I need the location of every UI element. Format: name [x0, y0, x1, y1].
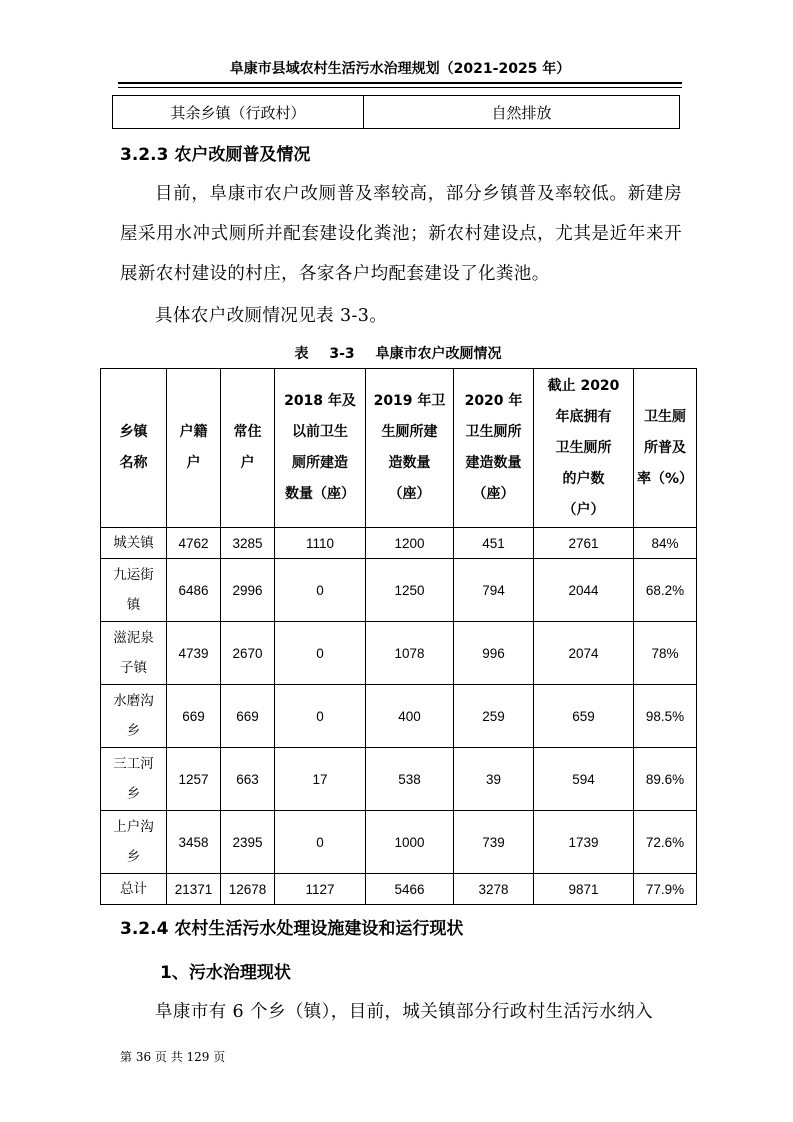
header-line: 卫生厕所: [465, 424, 522, 440]
table-cell: 451: [454, 528, 534, 559]
township-name-cell: [101, 559, 167, 622]
header-line: 乡镇: [119, 424, 148, 440]
header-line: 的户数: [562, 470, 605, 487]
section-heading-3-2-3: 3.2.3 农户改厕普及情况: [120, 145, 311, 165]
page-footer-number: 第 36 页 共 129 页: [120, 1050, 226, 1064]
table-cell: 669: [221, 685, 275, 748]
table-cell: 21371: [167, 874, 221, 905]
table-cell: 84%: [634, 528, 697, 559]
header-line: 户籍: [179, 424, 208, 440]
table-cell: 259: [454, 685, 534, 748]
township-name-line: 乡: [126, 849, 141, 865]
table-cell: 1250: [366, 559, 454, 622]
table-cell: 89.6%: [634, 748, 697, 811]
township-name-cell: [101, 528, 167, 559]
header-line: 户: [186, 455, 201, 471]
table-cell: 659: [534, 685, 634, 748]
table-cell: 0: [275, 685, 366, 748]
table-row: [101, 622, 697, 685]
header-line: （户）: [562, 501, 605, 518]
table-cell: 3458: [167, 811, 221, 874]
table-header-cell: [101, 369, 167, 528]
table-cell: 39: [454, 748, 534, 811]
table-cell: 663: [221, 748, 275, 811]
header-line: 户: [240, 455, 255, 471]
township-name-cell: [101, 874, 167, 905]
table-cell: 3285: [221, 528, 275, 559]
table-cell: 794: [454, 559, 534, 622]
table-cell: 4762: [167, 528, 221, 559]
table-cell: 400: [366, 685, 454, 748]
table-cell: 2074: [534, 622, 634, 685]
table-header-cell: [221, 369, 275, 528]
table-cell: 3278: [454, 874, 534, 905]
table-cell: 0: [275, 559, 366, 622]
table-cell: 1739: [534, 811, 634, 874]
top-row-right-cell: 自然排放: [364, 96, 680, 129]
township-name-line: 三工河: [113, 756, 154, 772]
table-cell: 1000: [366, 811, 454, 874]
header-line: 卫生厕所: [555, 439, 612, 456]
table-header-row: [101, 369, 697, 528]
table-cell: 1257: [167, 748, 221, 811]
header-line: 2018 年及: [284, 393, 356, 409]
header-line: 截止 2020: [547, 377, 620, 394]
header-line: 名称: [119, 455, 148, 471]
table-header-cell: [366, 369, 454, 528]
table-row: [101, 528, 697, 559]
table-row: [101, 811, 697, 874]
table-cell: 6486: [167, 559, 221, 622]
table-row: [101, 748, 697, 811]
table-cell: 5466: [366, 874, 454, 905]
top-row-left-cell: 其余乡镇（行政村）: [113, 96, 364, 129]
table-cell: 1110: [275, 528, 366, 559]
township-name-line: 乡: [126, 723, 141, 739]
township-name-line: 总计: [120, 881, 147, 897]
table-caption: [100, 343, 696, 363]
table-cell: 68.2%: [634, 559, 697, 622]
table-cell: 0: [275, 811, 366, 874]
township-name-cell: [101, 811, 167, 874]
township-name-line: 子镇: [120, 660, 147, 676]
header-rule-thick: [118, 82, 682, 84]
continued-table-row: [112, 95, 680, 129]
table-cell: 669: [167, 685, 221, 748]
township-name-line: 滋泥泉: [113, 630, 154, 646]
header-line: 2019 年卫: [373, 393, 446, 409]
table-cell: 9871: [534, 874, 634, 905]
header-line: 年底拥有: [555, 408, 612, 425]
table-cell: 2996: [221, 559, 275, 622]
table-header-cell: [167, 369, 221, 528]
header-rule-thin: [118, 87, 682, 88]
township-name-line: 上户沟: [113, 819, 154, 835]
table-cell: 72.6%: [634, 811, 697, 874]
table-cell: 538: [366, 748, 454, 811]
header-line: 率（%）: [636, 470, 694, 487]
paragraph-sewage-status: 阜康市有 6 个乡（镇），目前，城关镇部分行政村生活污水纳入: [155, 1002, 654, 1022]
table-caption-title: 阜康市农户改厕情况: [375, 346, 502, 362]
township-name-line: 九运街: [113, 567, 154, 583]
table-cell: 739: [454, 811, 534, 874]
township-name-line: 镇: [126, 597, 141, 613]
table-cell: 594: [534, 748, 634, 811]
table-cell: 98.5%: [634, 685, 697, 748]
header-line: 建造数量: [465, 455, 522, 471]
header-line: 卫生厕: [644, 408, 686, 425]
paragraph-table-ref: 具体农户改厕情况见表 3-3。: [155, 306, 388, 326]
table-cell: 77.9%: [634, 874, 697, 905]
header-line: 2020 年: [464, 393, 523, 409]
header-line: （座）: [388, 486, 431, 502]
header-line: 生厕所建: [381, 424, 438, 440]
table-header-cell: [534, 369, 634, 528]
table-cell: 2395: [221, 811, 275, 874]
table-cell: 4739: [167, 622, 221, 685]
table-header-cell: [454, 369, 534, 528]
table-cell: 1127: [275, 874, 366, 905]
township-name-line: 城关镇: [113, 535, 154, 551]
township-name-cell: [101, 622, 167, 685]
table-row: [101, 874, 697, 905]
township-name-cell: [101, 685, 167, 748]
table-header-cell: [275, 369, 366, 528]
page-header-title: 阜康市县域农村生活污水治理规划（2021-2025 年）: [229, 61, 571, 77]
table-cell: 2761: [534, 528, 634, 559]
table-cell: 996: [454, 622, 534, 685]
township-name-line: 水磨沟: [113, 693, 154, 709]
toilet-renovation-table: [100, 368, 697, 905]
header-line: 厕所建造: [292, 455, 348, 471]
header-line: （座）: [472, 486, 515, 502]
table-cell: 1078: [366, 622, 454, 685]
paragraph-toilet-intro: 目前，阜康市农户改厕普及率较高，部分乡镇普及率较低。新建房屋采用水冲式厕所并配套建设化粪池；新农村建设点，尤其是近年来开展新农村建设的村庄，各家各户均配套建设了化粪池。: [120, 184, 682, 284]
table-cell: 0: [275, 622, 366, 685]
table-cell: 17: [275, 748, 366, 811]
section-heading-3-2-4: 3.2.4 农村生活污水处理设施建设和运行现状: [120, 919, 464, 939]
table-caption-number: 表 3-3: [294, 346, 355, 362]
table-cell: 2670: [221, 622, 275, 685]
header-line: 常住: [233, 424, 262, 440]
township-name-cell: [101, 748, 167, 811]
header-line: 所普及: [644, 439, 686, 456]
subheading-sewage-status: 1、污水治理现状: [160, 963, 291, 983]
table-cell: 12678: [221, 874, 275, 905]
township-name-line: 乡: [126, 786, 141, 802]
header-line: 造数量: [388, 455, 431, 471]
table-cell: 2044: [534, 559, 634, 622]
table-row: [101, 559, 697, 622]
table-cell: 1200: [366, 528, 454, 559]
header-line: 以前卫生: [292, 424, 348, 440]
table-cell: 78%: [634, 622, 697, 685]
table-row: [101, 685, 697, 748]
header-line: 数量（座）: [285, 486, 355, 502]
table-header-cell: [634, 369, 697, 528]
